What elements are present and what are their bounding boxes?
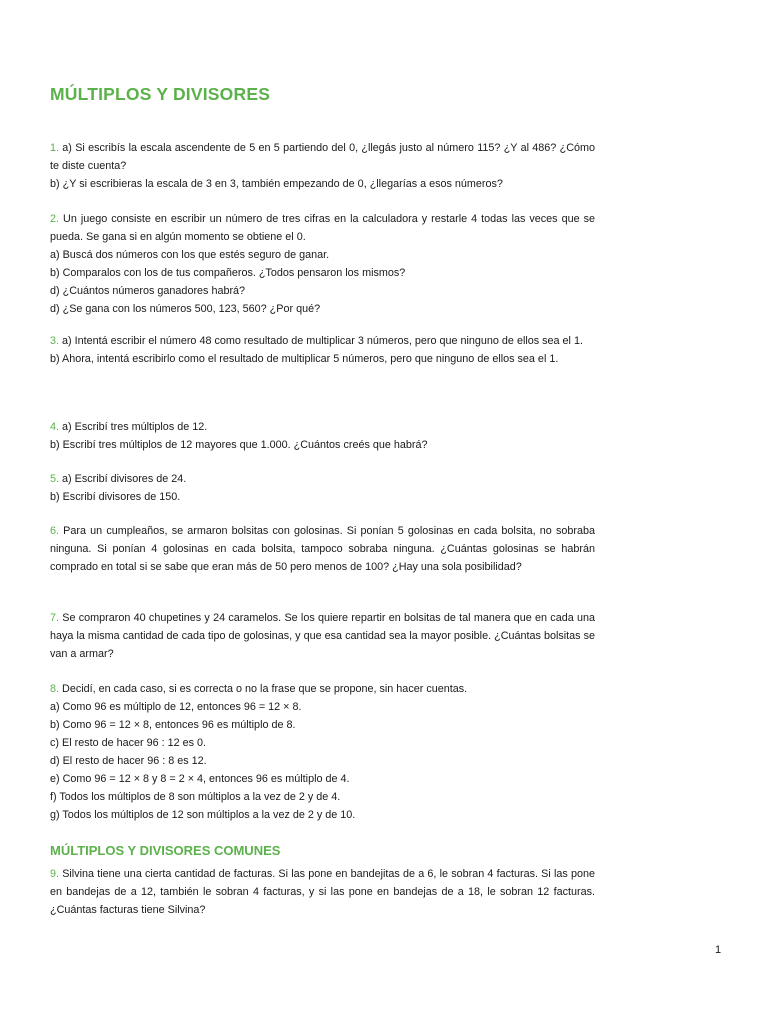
exercise-line: d) El resto de hacer 96 : 8 es 12. xyxy=(50,755,207,767)
exercise-line: 7. Se compraron 40 chupetines y 24 caramelos. Se los quiere repartir en bolsitas de tal manera que en cada una haya la misma cantidad de cada tipo de golosinas, y que esa cantidad sea la mayor posible. ¿Cuántas bolsitas se van a armar? xyxy=(50,612,595,660)
exercise-line: b) ¿Y si escribieras la escala de 3 en 3, también empezando de 0, ¿llegarías a esos números? xyxy=(50,178,503,190)
exercise-line: 4. a) Escribí tres múltiplos de 12. xyxy=(50,421,208,433)
exercise-line: a) Como 96 es múltiplo de 12, entonces 96 = 12 × 8. xyxy=(50,701,302,713)
page-number: 1 xyxy=(715,944,722,956)
exercise-number: 1. xyxy=(50,142,60,154)
exercise-1 xyxy=(50,139,595,193)
exercise-7 xyxy=(50,609,595,663)
exercise-line: a) Buscá dos números con los que estés seguro de ganar. xyxy=(50,249,330,261)
exercise-line: e) Como 96 = 12 × 8 y 8 = 2 × 4, entonces 96 es múltiplo de 4. xyxy=(50,773,350,785)
exercise-3 xyxy=(50,332,595,368)
exercise-2 xyxy=(50,210,595,318)
exercise-line: c) El resto de hacer 96 : 12 es 0. xyxy=(50,737,207,749)
exercise-number: 4. xyxy=(50,421,60,433)
exercise-line: f) Todos los múltiplos de 8 son múltiplos a la vez de 2 y de 4. xyxy=(50,791,341,803)
exercise-line: 1. a) Si escribís la escala ascendente de 5 en 5 partiendo del 0, ¿llegás justo al número 115? ¿Y al 486? ¿Cómo te diste cuenta? xyxy=(50,142,595,172)
exercise-5 xyxy=(50,470,595,506)
exercise-line: b) Como 96 = 12 × 8, entonces 96 es múltiplo de 8. xyxy=(50,719,296,731)
exercise-number: 5. xyxy=(50,473,60,485)
exercise-number: 8. xyxy=(50,683,60,695)
exercise-line: b) Escribí tres múltiplos de 12 mayores que 1.000. ¿Cuántos creés que habrá? xyxy=(50,439,428,451)
exercise-number: 3. xyxy=(50,335,60,347)
exercise-line: 8. Decidí, en cada caso, si es correcta o no la frase que se propone, sin hacer cuentas. xyxy=(50,683,468,695)
exercise-number: 9. xyxy=(50,868,60,880)
exercise-line: b) Ahora, intentá escribirlo como el resultado de multiplicar 5 números, pero que ninguno de ellos sea el 1. xyxy=(50,353,559,365)
exercise-line: 5. a) Escribí divisores de 24. xyxy=(50,473,187,485)
section-title: MÚLTIPLOS Y DIVISORES COMUNES xyxy=(50,843,281,858)
exercise-line: b) Comparalos con los de tus compañeros. ¿Todos pensaron los mismos? xyxy=(50,267,406,279)
exercise-4 xyxy=(50,418,595,454)
exercise-line: 2. Un juego consiste en escribir un número de tres cifras en la calculadora y restarle 4 todas las veces que se pueda. Se gana si en algún momento se obtiene el 0. xyxy=(50,213,595,243)
exercise-6 xyxy=(50,522,595,576)
exercise-line: 9. Silvina tiene una cierta cantidad de facturas. Si las pone en bandejitas de a 6, le sobran 4 facturas. Si las pone en bandejas de a 12, también le sobran 4 facturas, y si las pone en bandejas de a 18, le sobran 12 facturas. ¿Cuántas facturas tiene Silvina? xyxy=(50,868,595,916)
exercise-line: d) ¿Cuántos números ganadores habrá? xyxy=(50,285,246,297)
exercise-number: 6. xyxy=(50,525,60,537)
exercise-line: d) ¿Se gana con los números 500, 123, 560? ¿Por qué? xyxy=(50,303,321,315)
exercise-line: g) Todos los múltiplos de 12 son múltiplos a la vez de 2 y de 10. xyxy=(50,809,356,821)
page-title: MÚLTIPLOS Y DIVISORES xyxy=(50,84,271,104)
exercise-line: 3. a) Intentá escribir el número 48 como resultado de multiplicar 3 números, pero que ninguno de ellos sea el 1. xyxy=(50,335,583,347)
exercise-number: 2. xyxy=(50,213,60,225)
exercise-line: 6. Para un cumpleaños, se armaron bolsitas con golosinas. Si ponían 5 golosinas en cada bolsita, no sobraba ninguna. Si ponían 4 golosinas en cada bolsita, tampoco sobraba ninguna. ¿Cuántas golosinas se habrán comprado en total si se sabe que eran más de 50 pero menos de 100? ¿Hay una sola posibilidad? xyxy=(50,525,595,573)
exercise-line: b) Escribí divisores de 150. xyxy=(50,491,181,503)
exercise-number: 7. xyxy=(50,612,60,624)
exercise-9 xyxy=(50,865,595,919)
exercise-8 xyxy=(50,680,595,824)
